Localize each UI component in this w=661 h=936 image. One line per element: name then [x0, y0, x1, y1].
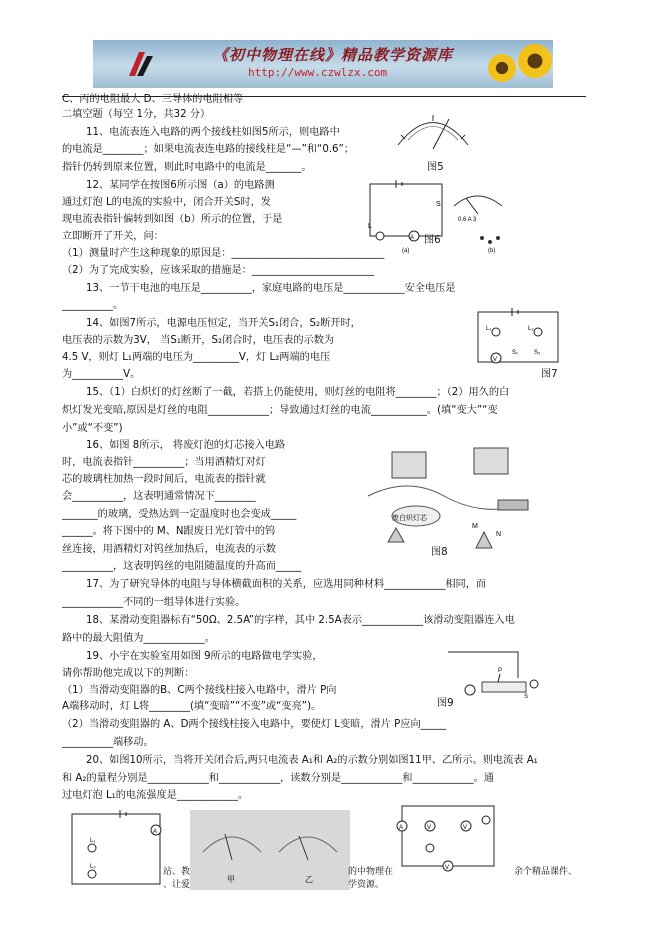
svg-text:甲: 甲: [227, 875, 235, 884]
svg-text:M: M: [472, 523, 478, 530]
figure-9-caption: 图9: [437, 698, 454, 709]
footer-fragment-left: 站、教: [163, 867, 191, 877]
svg-text:L₁: L₁: [90, 838, 96, 844]
text-line-l13: __________。: [62, 300, 124, 311]
text-line-l3: 11、电流表连入电路的两个接线柱如图5所示，则电路中: [86, 127, 340, 138]
figure-right-circuit: [392, 796, 502, 872]
text-line-l1: C、丙的电阻最大 D、三导体的电阻相等: [62, 94, 244, 105]
text-line-l23: 芯的玻璃柱加热一段时间后，电流表的指针就: [62, 474, 266, 485]
footer-fragment-right: 余个精品课件、: [514, 867, 578, 877]
svg-text:P: P: [498, 668, 503, 674]
text-line-l29: 17、为了研究导体的电阻与导体横截面积的关系，应选用同种材料____________相同，而: [86, 579, 487, 590]
text-line-l39: 20、如图10所示，当将开关闭合后,两只电流表 A₁和 A₂的示数分别如图11甲、乙所示。则电流表 A₁: [86, 755, 538, 766]
svg-text:A: A: [399, 825, 404, 831]
figure-5-caption: 图5: [427, 162, 444, 173]
sunflower-icon: [518, 44, 552, 78]
svg-text:(a): (a): [402, 248, 410, 254]
svg-text:S₂: S₂: [534, 350, 541, 356]
text-line-l21: 16、如图 8所示， 将废灯泡的灯芯接入电路: [86, 440, 286, 451]
svg-text:L: L: [368, 223, 372, 230]
svg-text:N: N: [496, 531, 502, 538]
footer-fragment-mid: 的中物理在: [348, 867, 394, 877]
text-line-l31: 18、某滑动变阻器标有“50Ω、2.5A”的字样，其中 2.5A表示____________该滑动变阻器连入电: [86, 615, 515, 626]
text-line-l14: 14、如图7所示，电源电压恒定，当开关S₁闭合，S₂断开时，: [86, 318, 361, 329]
figure-7-circuit: [472, 306, 564, 372]
footer-fragment-left2: 、让爱: [163, 880, 191, 890]
svg-text:V: V: [427, 825, 432, 831]
figure-9-circuit: [438, 642, 548, 710]
text-line-l36: A端移动时，灯 L将________(填“变暗”“不变”或“变亮”)。: [62, 701, 322, 712]
text-line-l7: 通过灯泡 L的电流的实验中，闭合开关S时，发: [62, 197, 271, 208]
footer-fragment-mid2: 学资源。: [348, 880, 385, 890]
svg-text:V: V: [445, 865, 450, 871]
figure-5-ammeter: [393, 105, 473, 155]
figure-8-caption: 图8: [431, 547, 448, 558]
text-line-l40: 和 A₂的量程分别是____________和____________，读数分别是____________和____________。通: [62, 773, 494, 784]
svg-text:(b): (b): [488, 248, 496, 254]
text-line-l32: 路中的最大阻值为____________。: [62, 633, 215, 644]
svg-text:0.6 A 3: 0.6 A 3: [458, 217, 477, 223]
text-line-l38: __________端移动。: [62, 737, 154, 748]
figure-7-caption: 图7: [541, 369, 558, 380]
text-line-l25: _______的玻璃，受热达到一定温度时也会变成_____: [62, 509, 297, 520]
sunflower-icon: [488, 54, 516, 82]
text-line-l27: 丝连接，用酒精灯对钨丝加热后，电流表的示数: [62, 544, 276, 555]
svg-text:废白炽灯芯: 废白炽灯芯: [392, 515, 427, 522]
svg-text:V: V: [463, 825, 468, 831]
text-line-l28: __________，这表明钨丝的电阻随温度的升高而_____: [62, 561, 302, 572]
header-banner: [93, 40, 553, 88]
svg-text:L₁: L₁: [486, 326, 492, 332]
text-line-l5: 指针仍转到原来位置，则此时电路中的电流是_______。: [62, 162, 312, 173]
header-url: http://www.czwlzx.com: [248, 66, 388, 79]
figure-6-caption: 图6: [424, 235, 441, 246]
text-line-l17: 为__________V。: [62, 369, 141, 380]
site-logo-icon: [123, 46, 159, 82]
text-line-l24: 会__________，这表明通常情况下________: [62, 491, 256, 502]
text-line-l9: 立即断开了开关，问：: [62, 231, 164, 242]
text-line-l30: ____________不同的一组导体进行实验。: [62, 597, 246, 608]
text-line-l2: 二填空题（每空 1分，共32 分）: [62, 109, 211, 120]
text-line-l19: 炽灯发光变暗,原因是灯丝的电阻____________；导致通过灯丝的电流___________。(填“变大”“变: [62, 405, 498, 416]
svg-text:V: V: [493, 357, 498, 363]
figure-11-dials: [195, 812, 345, 886]
text-line-l10: （1）测量时产生这种现象的原因是：______________________________: [62, 248, 385, 259]
figure-10-circuit: [68, 806, 168, 888]
text-line-l16: 4.5 V，则灯 L₁两端的电压为_________V，灯 L₂两端的电压: [62, 352, 331, 363]
text-line-l18: 15、（1）白炽灯的灯丝断了一截，若搭上仍能使用，则灯丝的电阻将________；（2）用久的白: [86, 387, 510, 398]
header-title: 《初中物理在线》精品教学资源库: [213, 46, 454, 64]
text-line-l15: 电压表的示数为3V， 当S₁断开，S₂闭合时，电压表的示数为: [62, 335, 335, 346]
text-line-l6: 12、某同学在按图6所示图（a）的电路测: [86, 180, 275, 191]
svg-text:S: S: [524, 694, 529, 700]
svg-text:乙: 乙: [305, 875, 313, 884]
text-line-l37: （2）当滑动变阻器的 A、D两个接线柱接入电路中，要使灯 L变暗，滑片 P应向_____: [62, 719, 447, 730]
svg-text:L₂: L₂: [528, 326, 534, 332]
text-line-l34: 请你帮助他完成以下的判断：: [62, 668, 195, 679]
text-line-l8: 现电流表指针偏转到如图（b）所示的位置，于是: [62, 214, 283, 225]
text-line-l22: 时，电流表指针__________；当用酒精灯对灯: [62, 457, 266, 468]
text-line-l12: 13、一节干电池的电压是__________，家庭电路的电压是____________安全电压是: [86, 283, 456, 294]
text-line-l11: （2）为了完成实验，应该采取的措施是：________________________: [62, 265, 375, 276]
text-line-l20: 小”或“不变”): [62, 423, 123, 434]
svg-text:L₂: L₂: [90, 864, 96, 870]
svg-text:A: A: [153, 829, 158, 835]
text-line-l4: 的电流是________；如果电流表连电路的接线柱是“—”和“0.6”；: [62, 144, 354, 155]
text-line-l35: （1）当滑动变阻器的B、C两个接线柱接入电路中，滑片 P向: [62, 685, 337, 696]
text-line-l26: ______。将下图中的 M、N跟废日光灯管中的钨: [62, 526, 276, 537]
svg-text:A: A: [410, 235, 415, 241]
svg-text:S₁: S₁: [512, 350, 519, 356]
text-line-l33: 19、小宇在实验室用如图 9所示的电路做电学实验，: [86, 651, 323, 662]
svg-text:S: S: [436, 201, 441, 208]
text-line-l41: 过电灯泡 L₁的电流强度是____________。: [62, 790, 249, 801]
